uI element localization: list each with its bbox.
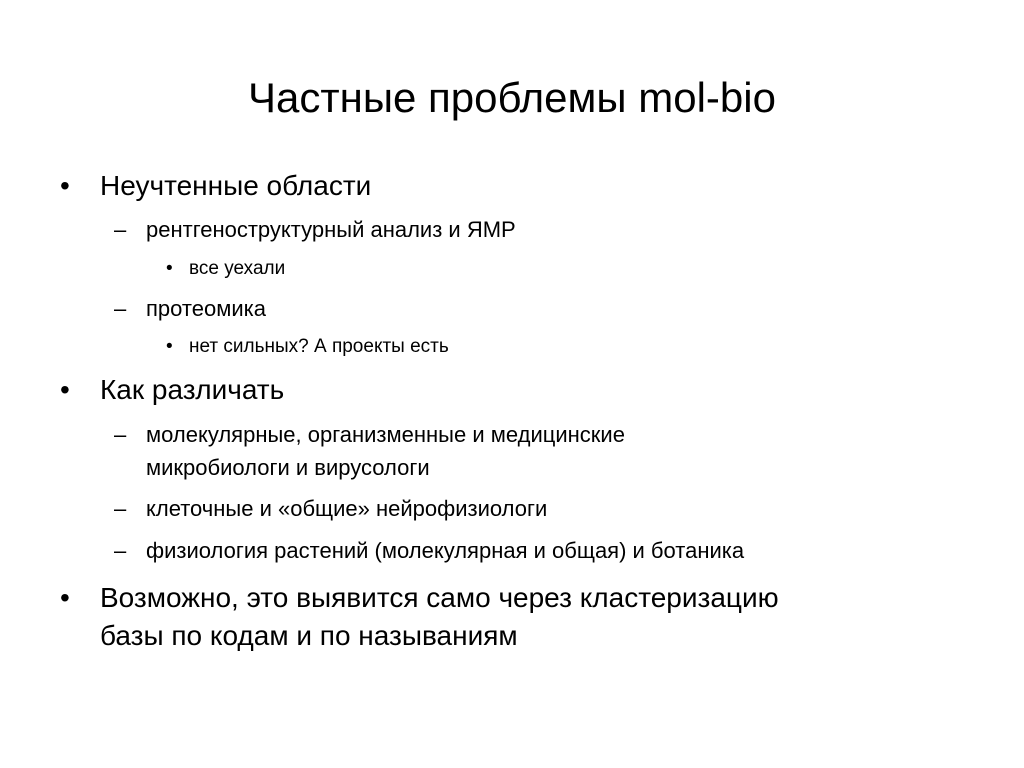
- bullet-level1: •: [60, 170, 70, 201]
- bullet-level1: •: [60, 374, 70, 405]
- bullet-item-clustering-line1: Возможно, это выявится само через кластеризацию: [100, 582, 779, 613]
- subsubitem-all-left: все уехали: [189, 258, 286, 279]
- bullet-level2: –: [114, 422, 127, 447]
- slide-title: Частные проблемы mol-bio: [248, 74, 776, 121]
- subitem-microbiologists-line1: молекулярные, организменные и медицинские: [146, 422, 625, 447]
- bullet-level2: –: [114, 217, 127, 242]
- bullet-level1: •: [60, 582, 70, 613]
- bullet-level3: •: [166, 258, 173, 279]
- bullet-level2: –: [114, 538, 127, 563]
- bullet-level3: •: [166, 336, 173, 357]
- subitem-microbiologists-line2: микробиологи и вирусологи: [146, 455, 430, 480]
- bullet-item-unaccounted-areas: Неучтенные области: [100, 170, 372, 201]
- bullet-level2: –: [114, 496, 127, 521]
- bullet-level2: –: [114, 296, 127, 321]
- bullet-item-clustering-line2: базы по кодам и по называниям: [100, 620, 518, 651]
- subitem-proteomics: протеомика: [146, 296, 266, 321]
- subitem-neurophysiologists: клеточные и «общие» нейрофизиологи: [146, 496, 548, 521]
- subitem-xray-nmr: рентгеноструктурный анализ и ЯМР: [146, 217, 516, 242]
- bullet-item-how-to-distinguish: Как различать: [100, 374, 285, 405]
- subsubitem-no-strong: нет сильных? А проекты есть: [189, 336, 449, 357]
- subitem-plant-physiology: физиология растений (молекулярная и общая) и ботаника: [146, 538, 745, 563]
